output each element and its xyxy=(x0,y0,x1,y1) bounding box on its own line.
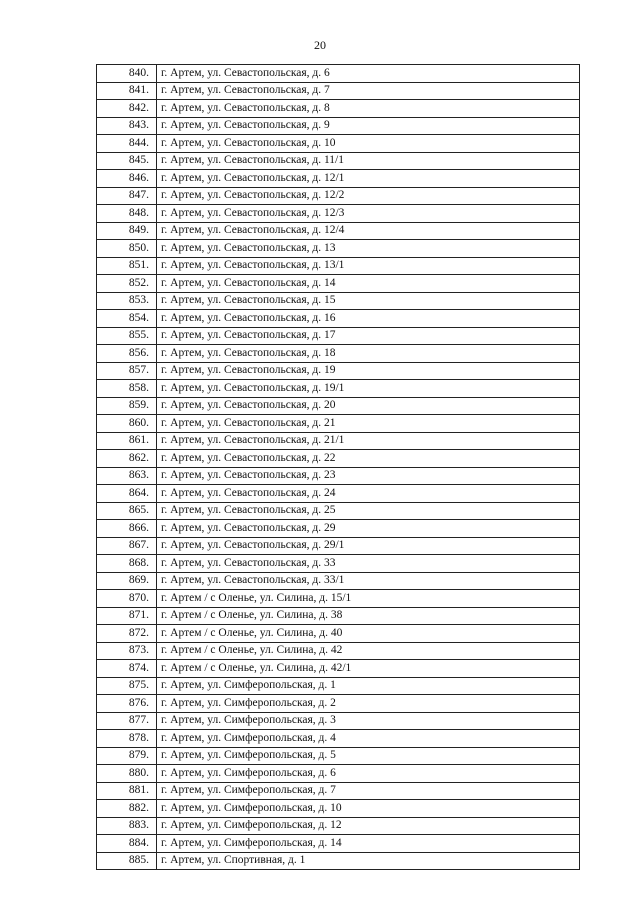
page-number: 20 xyxy=(314,38,326,52)
row-number: 858. xyxy=(97,380,157,398)
table-row xyxy=(97,187,580,205)
row-address: г. Артем, ул. Севастопольская, д. 17 xyxy=(157,327,580,345)
row-address: г. Артем / с Оленье, ул. Силина, д. 42 xyxy=(157,642,580,660)
table-row xyxy=(97,572,580,590)
row-address: г. Артем / с Оленье, ул. Силина, д. 42/1 xyxy=(157,660,580,678)
row-address: г. Артем / с Оленье, ул. Силина, д. 15/1 xyxy=(157,590,580,608)
table-row xyxy=(97,135,580,153)
row-number: 879. xyxy=(97,747,157,765)
table-row xyxy=(97,257,580,275)
row-number: 866. xyxy=(97,520,157,538)
row-address: г. Артем, ул. Севастопольская, д. 21/1 xyxy=(157,432,580,450)
row-number: 873. xyxy=(97,642,157,660)
row-address: г. Артем, ул. Симферопольская, д. 2 xyxy=(157,695,580,713)
row-number: 862. xyxy=(97,450,157,468)
row-address: г. Артем, ул. Симферопольская, д. 12 xyxy=(157,817,580,835)
table-row xyxy=(97,782,580,800)
row-number: 885. xyxy=(97,852,157,870)
row-number: 844. xyxy=(97,135,157,153)
table-row xyxy=(97,537,580,555)
table-row xyxy=(97,205,580,223)
table-row xyxy=(97,502,580,520)
row-number: 881. xyxy=(97,782,157,800)
row-address: г. Артем, ул. Севастопольская, д. 33 xyxy=(157,555,580,573)
table-row xyxy=(97,240,580,258)
row-number: 846. xyxy=(97,170,157,188)
row-address: г. Артем, ул. Севастопольская, д. 13 xyxy=(157,240,580,258)
table-row xyxy=(97,660,580,678)
table-row xyxy=(97,275,580,293)
table-row xyxy=(97,345,580,363)
row-number: 882. xyxy=(97,800,157,818)
row-address: г. Артем, ул. Симферопольская, д. 14 xyxy=(157,835,580,853)
table-row xyxy=(97,852,580,870)
address-table xyxy=(96,64,580,870)
row-address: г. Артем / с Оленье, ул. Силина, д. 38 xyxy=(157,607,580,625)
row-number: 864. xyxy=(97,485,157,503)
table-row xyxy=(97,765,580,783)
row-number: 868. xyxy=(97,555,157,573)
row-address: г. Артем, ул. Севастопольская, д. 13/1 xyxy=(157,257,580,275)
row-address: г. Артем, ул. Севастопольская, д. 23 xyxy=(157,467,580,485)
row-number: 850. xyxy=(97,240,157,258)
row-number: 870. xyxy=(97,590,157,608)
row-address: г. Артем, ул. Симферопольская, д. 7 xyxy=(157,782,580,800)
table-row xyxy=(97,380,580,398)
row-address: г. Артем, ул. Севастопольская, д. 12/1 xyxy=(157,170,580,188)
table-row xyxy=(97,677,580,695)
row-number: 863. xyxy=(97,467,157,485)
table-row xyxy=(97,310,580,328)
row-number: 876. xyxy=(97,695,157,713)
row-address: г. Артем, ул. Севастопольская, д. 10 xyxy=(157,135,580,153)
address-table-body xyxy=(97,65,580,870)
table-row xyxy=(97,555,580,573)
row-number: 845. xyxy=(97,152,157,170)
row-address: г. Артем, ул. Севастопольская, д. 14 xyxy=(157,275,580,293)
row-address: г. Артем / с Оленье, ул. Силина, д. 40 xyxy=(157,625,580,643)
table-row xyxy=(97,152,580,170)
table-row xyxy=(97,590,580,608)
table-row xyxy=(97,432,580,450)
table-row xyxy=(97,800,580,818)
table-row xyxy=(97,730,580,748)
table-row xyxy=(97,520,580,538)
table-row xyxy=(97,835,580,853)
row-address: г. Артем, ул. Севастопольская, д. 18 xyxy=(157,345,580,363)
table-row xyxy=(97,485,580,503)
table-row xyxy=(97,817,580,835)
row-number: 857. xyxy=(97,362,157,380)
row-number: 842. xyxy=(97,100,157,118)
row-address: г. Артем, ул. Севастопольская, д. 12/4 xyxy=(157,222,580,240)
row-address: г. Артем, ул. Симферопольская, д. 3 xyxy=(157,712,580,730)
row-address: г. Артем, ул. Симферопольская, д. 10 xyxy=(157,800,580,818)
table-row xyxy=(97,117,580,135)
row-number: 869. xyxy=(97,572,157,590)
row-address: г. Артем, ул. Севастопольская, д. 33/1 xyxy=(157,572,580,590)
row-address: г. Артем, ул. Симферопольская, д. 4 xyxy=(157,730,580,748)
row-address: г. Артем, ул. Севастопольская, д. 7 xyxy=(157,82,580,100)
table-row xyxy=(97,625,580,643)
row-address: г. Артем, ул. Севастопольская, д. 16 xyxy=(157,310,580,328)
table-row xyxy=(97,607,580,625)
row-number: 878. xyxy=(97,730,157,748)
row-number: 843. xyxy=(97,117,157,135)
table-row xyxy=(97,82,580,100)
table-row xyxy=(97,415,580,433)
row-number: 855. xyxy=(97,327,157,345)
table-row xyxy=(97,695,580,713)
row-number: 848. xyxy=(97,205,157,223)
table-row xyxy=(97,642,580,660)
row-address: г. Артем, ул. Севастопольская, д. 21 xyxy=(157,415,580,433)
row-number: 859. xyxy=(97,397,157,415)
row-number: 840. xyxy=(97,65,157,83)
row-number: 849. xyxy=(97,222,157,240)
table-row xyxy=(97,170,580,188)
row-number: 861. xyxy=(97,432,157,450)
table-row xyxy=(97,397,580,415)
row-number: 883. xyxy=(97,817,157,835)
row-address: г. Артем, ул. Севастопольская, д. 22 xyxy=(157,450,580,468)
row-number: 874. xyxy=(97,660,157,678)
row-address: г. Артем, ул. Севастопольская, д. 8 xyxy=(157,100,580,118)
row-number: 854. xyxy=(97,310,157,328)
table-row xyxy=(97,712,580,730)
row-address: г. Артем, ул. Севастопольская, д. 20 xyxy=(157,397,580,415)
row-address: г. Артем, ул. Севастопольская, д. 12/2 xyxy=(157,187,580,205)
row-number: 841. xyxy=(97,82,157,100)
row-address: г. Артем, ул. Севастопольская, д. 11/1 xyxy=(157,152,580,170)
row-address: г. Артем, ул. Симферопольская, д. 6 xyxy=(157,765,580,783)
row-number: 847. xyxy=(97,187,157,205)
table-row xyxy=(97,222,580,240)
row-address: г. Артем, ул. Севастопольская, д. 12/3 xyxy=(157,205,580,223)
row-number: 877. xyxy=(97,712,157,730)
row-number: 871. xyxy=(97,607,157,625)
row-address: г. Артем, ул. Севастопольская, д. 19/1 xyxy=(157,380,580,398)
row-address: г. Артем, ул. Симферопольская, д. 1 xyxy=(157,677,580,695)
row-address: г. Артем, ул. Севастопольская, д. 25 xyxy=(157,502,580,520)
table-row xyxy=(97,450,580,468)
row-address: г. Артем, ул. Севастопольская, д. 15 xyxy=(157,292,580,310)
row-number: 875. xyxy=(97,677,157,695)
table-row xyxy=(97,100,580,118)
row-number: 880. xyxy=(97,765,157,783)
row-number: 851. xyxy=(97,257,157,275)
row-number: 860. xyxy=(97,415,157,433)
table-row xyxy=(97,467,580,485)
row-number: 884. xyxy=(97,835,157,853)
row-address: г. Артем, ул. Спортивная, д. 1 xyxy=(157,852,580,870)
table-row xyxy=(97,292,580,310)
row-number: 872. xyxy=(97,625,157,643)
row-number: 856. xyxy=(97,345,157,363)
row-number: 852. xyxy=(97,275,157,293)
row-address: г. Артем, ул. Севастопольская, д. 6 xyxy=(157,65,580,83)
table-row xyxy=(97,327,580,345)
row-number: 867. xyxy=(97,537,157,555)
row-address: г. Артем, ул. Симферопольская, д. 5 xyxy=(157,747,580,765)
row-address: г. Артем, ул. Севастопольская, д. 29/1 xyxy=(157,537,580,555)
row-address: г. Артем, ул. Севастопольская, д. 19 xyxy=(157,362,580,380)
row-address: г. Артем, ул. Севастопольская, д. 9 xyxy=(157,117,580,135)
row-address: г. Артем, ул. Севастопольская, д. 29 xyxy=(157,520,580,538)
table-row xyxy=(97,362,580,380)
table-row xyxy=(97,747,580,765)
row-address: г. Артем, ул. Севастопольская, д. 24 xyxy=(157,485,580,503)
row-number: 853. xyxy=(97,292,157,310)
table-row xyxy=(97,65,580,83)
row-number: 865. xyxy=(97,502,157,520)
